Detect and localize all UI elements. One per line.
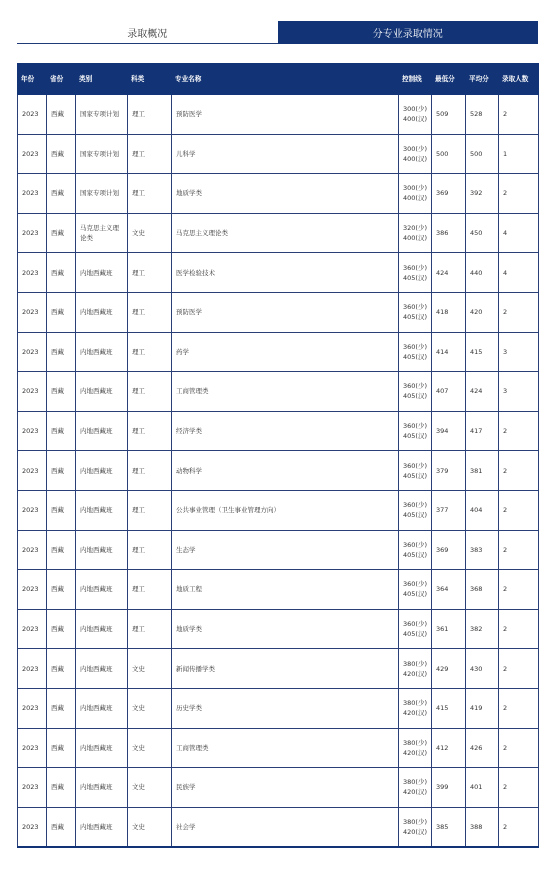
col-min-score-cell: 399 [432,768,466,808]
table-row [18,411,539,451]
col-control-line-cell: 360(少) 405(汉) [399,253,432,293]
col-category-cell: 内地西藏班 [76,411,128,451]
col-avg-score-cell: 450 [466,213,499,253]
col-admitted-count-cell: 2 [499,174,539,214]
col-province-cell: 西藏 [47,768,76,808]
col-year-cell: 2023 [18,807,47,847]
col-year-cell: 2023 [18,332,47,372]
col-province-cell: 西藏 [47,649,76,689]
table-row [18,332,539,372]
col-control-line-cell: 360(少) 405(汉) [399,292,432,332]
col-province-cell: 西藏 [47,530,76,570]
col-admitted-count-cell: 2 [499,768,539,808]
col-province-cell: 西藏 [47,372,76,412]
col-category-cell: 内地西藏班 [76,530,128,570]
table-row [18,609,539,649]
table-row [18,728,539,768]
col-control-line-cell: 300(少) 400(汉) [399,95,432,135]
col-admitted-count-cell: 4 [499,213,539,253]
col-province-cell: 西藏 [47,807,76,847]
col-min-score-cell: 386 [432,213,466,253]
col-control-line-cell: 360(少) 405(汉) [399,411,432,451]
table-row [18,292,539,332]
col-control-line-cell: 360(少) 405(汉) [399,530,432,570]
col-subject-type-cell: 理工 [128,411,172,451]
col-subject-type-cell: 文史 [128,807,172,847]
col-major-name-cell: 民族学 [172,768,399,808]
col-year-cell: 2023 [18,768,47,808]
col-province-cell: 西藏 [47,570,76,610]
tab-admission-overview[interactable]: 录取概况 [17,21,278,44]
col-subject-type-cell: 理工 [128,332,172,372]
col-avg-score-header: 平均分 [466,64,499,95]
col-admitted-count-cell: 2 [499,570,539,610]
col-control-line-header: 控制线 [399,64,432,95]
col-subject-type-cell: 文史 [128,213,172,253]
col-avg-score-cell: 381 [466,451,499,491]
col-category-cell: 内地西藏班 [76,728,128,768]
col-min-score-cell: 414 [432,332,466,372]
col-min-score-cell: 385 [432,807,466,847]
col-admitted-count-cell: 2 [499,649,539,689]
tab-bar [17,21,538,44]
col-admitted-count-cell: 2 [499,807,539,847]
col-year-cell: 2023 [18,174,47,214]
table-row [18,688,539,728]
col-province-cell: 西藏 [47,688,76,728]
col-subject-type-cell: 理工 [128,253,172,293]
col-admitted-count-cell: 2 [499,490,539,530]
col-admitted-count-cell: 2 [499,451,539,491]
col-category-cell: 国家专项计划 [76,174,128,214]
table-row [18,649,539,689]
col-major-name-cell: 预防医学 [172,292,399,332]
col-avg-score-cell: 419 [466,688,499,728]
col-control-line-cell: 320(少) 400(汉) [399,213,432,253]
col-admitted-count-cell: 2 [499,609,539,649]
col-subject-type-header: 科类 [128,64,172,95]
table-header [18,64,539,95]
table-row [18,372,539,412]
col-category-cell: 内地西藏班 [76,570,128,610]
col-category-cell: 内地西藏班 [76,292,128,332]
col-major-name-cell: 地质学类 [172,174,399,214]
col-admitted-count-cell: 3 [499,332,539,372]
col-province-cell: 西藏 [47,609,76,649]
col-province-cell: 西藏 [47,292,76,332]
col-category-cell: 内地西藏班 [76,688,128,728]
col-year-cell: 2023 [18,292,47,332]
col-admitted-count-cell: 1 [499,134,539,174]
col-avg-score-cell: 368 [466,570,499,610]
col-major-name-cell: 地质学类 [172,609,399,649]
table-row [18,768,539,808]
col-major-name-cell: 新闻传播学类 [172,649,399,689]
col-avg-score-cell: 426 [466,728,499,768]
col-avg-score-cell: 388 [466,807,499,847]
col-province-cell: 西藏 [47,332,76,372]
col-major-name-header: 专业名称 [172,64,399,95]
col-year-cell: 2023 [18,213,47,253]
col-admitted-count-cell: 2 [499,728,539,768]
col-min-score-cell: 369 [432,174,466,214]
table-body [18,95,539,847]
col-major-name-cell: 生态学 [172,530,399,570]
col-year-cell: 2023 [18,411,47,451]
col-min-score-cell: 412 [432,728,466,768]
col-major-name-cell: 经济学类 [172,411,399,451]
col-min-score-header: 最低分 [432,64,466,95]
col-category-cell: 内地西藏班 [76,490,128,530]
table-row [18,174,539,214]
col-province-cell: 西藏 [47,728,76,768]
col-category-header: 类别 [76,64,128,95]
col-major-name-cell: 儿科学 [172,134,399,174]
col-major-name-cell: 历史学类 [172,688,399,728]
col-province-cell: 西藏 [47,174,76,214]
col-admitted-count-header: 录取人数 [499,64,539,95]
col-subject-type-cell: 理工 [128,530,172,570]
col-year-cell: 2023 [18,570,47,610]
col-subject-type-cell: 理工 [128,372,172,412]
col-category-cell: 马克思主义理论类 [76,213,128,253]
col-category-cell: 内地西藏班 [76,768,128,808]
col-control-line-cell: 360(少) 405(汉) [399,372,432,412]
col-province-cell: 西藏 [47,95,76,135]
col-year-cell: 2023 [18,688,47,728]
col-year-cell: 2023 [18,451,47,491]
col-subject-type-cell: 理工 [128,609,172,649]
col-major-name-cell: 工商管理类 [172,728,399,768]
col-year-cell: 2023 [18,649,47,689]
col-avg-score-cell: 401 [466,768,499,808]
col-year-cell: 2023 [18,95,47,135]
col-province-cell: 西藏 [47,490,76,530]
col-admitted-count-cell: 4 [499,253,539,293]
col-avg-score-cell: 404 [466,490,499,530]
col-min-score-cell: 418 [432,292,466,332]
table-row [18,570,539,610]
col-year-cell: 2023 [18,253,47,293]
col-avg-score-cell: 500 [466,134,499,174]
col-admitted-count-cell: 2 [499,688,539,728]
col-avg-score-cell: 424 [466,372,499,412]
col-admitted-count-cell: 3 [499,372,539,412]
col-min-score-cell: 415 [432,688,466,728]
col-min-score-cell: 377 [432,490,466,530]
col-control-line-cell: 360(少) 405(汉) [399,451,432,491]
tab-admission-by-major[interactable]: 分专业录取情况 [278,21,539,44]
col-category-cell: 内地西藏班 [76,807,128,847]
col-major-name-cell: 医学检验技术 [172,253,399,293]
col-category-cell: 国家专项计划 [76,134,128,174]
col-min-score-cell: 424 [432,253,466,293]
col-subject-type-cell: 理工 [128,490,172,530]
table-row [18,490,539,530]
col-major-name-cell: 社会学 [172,807,399,847]
col-avg-score-cell: 382 [466,609,499,649]
col-min-score-cell: 500 [432,134,466,174]
col-avg-score-cell: 415 [466,332,499,372]
table-row [18,807,539,847]
col-major-name-cell: 预防医学 [172,95,399,135]
table-row [18,95,539,135]
col-province-cell: 西藏 [47,253,76,293]
col-category-cell: 国家专项计划 [76,95,128,135]
col-subject-type-cell: 理工 [128,134,172,174]
col-control-line-cell: 380(少) 420(汉) [399,649,432,689]
col-major-name-cell: 公共事业管理（卫生事业管理方向） [172,490,399,530]
table-row [18,213,539,253]
col-admitted-count-cell: 2 [499,411,539,451]
col-control-line-cell: 300(少) 400(汉) [399,134,432,174]
col-subject-type-cell: 文史 [128,728,172,768]
col-category-cell: 内地西藏班 [76,609,128,649]
col-year-cell: 2023 [18,530,47,570]
col-control-line-cell: 300(少) 400(汉) [399,174,432,214]
col-category-cell: 内地西藏班 [76,372,128,412]
col-category-cell: 内地西藏班 [76,253,128,293]
col-avg-score-cell: 440 [466,253,499,293]
table-row [18,253,539,293]
col-subject-type-cell: 理工 [128,451,172,491]
col-province-cell: 西藏 [47,451,76,491]
col-min-score-cell: 407 [432,372,466,412]
col-min-score-cell: 361 [432,609,466,649]
col-province-cell: 西藏 [47,213,76,253]
col-control-line-cell: 360(少) 405(汉) [399,490,432,530]
col-major-name-cell: 药学 [172,332,399,372]
col-control-line-cell: 360(少) 405(汉) [399,332,432,372]
col-province-header: 省份 [47,64,76,95]
col-min-score-cell: 429 [432,649,466,689]
col-subject-type-cell: 理工 [128,174,172,214]
col-major-name-cell: 地质工程 [172,570,399,610]
col-year-cell: 2023 [18,728,47,768]
col-category-cell: 内地西藏班 [76,649,128,689]
col-province-cell: 西藏 [47,411,76,451]
col-control-line-cell: 360(少) 405(汉) [399,570,432,610]
col-year-cell: 2023 [18,490,47,530]
col-subject-type-cell: 文史 [128,688,172,728]
col-min-score-cell: 364 [432,570,466,610]
col-avg-score-cell: 528 [466,95,499,135]
col-avg-score-cell: 417 [466,411,499,451]
col-admitted-count-cell: 2 [499,95,539,135]
col-major-name-cell: 马克思主义理论类 [172,213,399,253]
col-subject-type-cell: 文史 [128,768,172,808]
col-year-cell: 2023 [18,134,47,174]
col-avg-score-cell: 430 [466,649,499,689]
table-row [18,134,539,174]
col-subject-type-cell: 理工 [128,292,172,332]
col-category-cell: 内地西藏班 [76,332,128,372]
col-control-line-cell: 380(少) 420(汉) [399,807,432,847]
col-year-cell: 2023 [18,372,47,412]
col-control-line-cell: 380(少) 420(汉) [399,728,432,768]
col-control-line-cell: 360(少) 405(汉) [399,609,432,649]
table-row [18,530,539,570]
col-province-cell: 西藏 [47,134,76,174]
col-admitted-count-cell: 2 [499,530,539,570]
col-category-cell: 内地西藏班 [76,451,128,491]
col-major-name-cell: 工商管理类 [172,372,399,412]
col-avg-score-cell: 420 [466,292,499,332]
col-major-name-cell: 动物科学 [172,451,399,491]
table-row [18,451,539,491]
col-avg-score-cell: 392 [466,174,499,214]
col-subject-type-cell: 理工 [128,95,172,135]
col-year-cell: 2023 [18,609,47,649]
col-subject-type-cell: 理工 [128,570,172,610]
col-min-score-cell: 509 [432,95,466,135]
col-avg-score-cell: 383 [466,530,499,570]
col-min-score-cell: 369 [432,530,466,570]
col-min-score-cell: 394 [432,411,466,451]
col-subject-type-cell: 文史 [128,649,172,689]
col-admitted-count-cell: 2 [499,292,539,332]
col-control-line-cell: 380(少) 420(汉) [399,768,432,808]
col-min-score-cell: 379 [432,451,466,491]
col-year-header: 年份 [18,64,47,95]
col-control-line-cell: 380(少) 420(汉) [399,688,432,728]
admission-table [17,63,539,848]
